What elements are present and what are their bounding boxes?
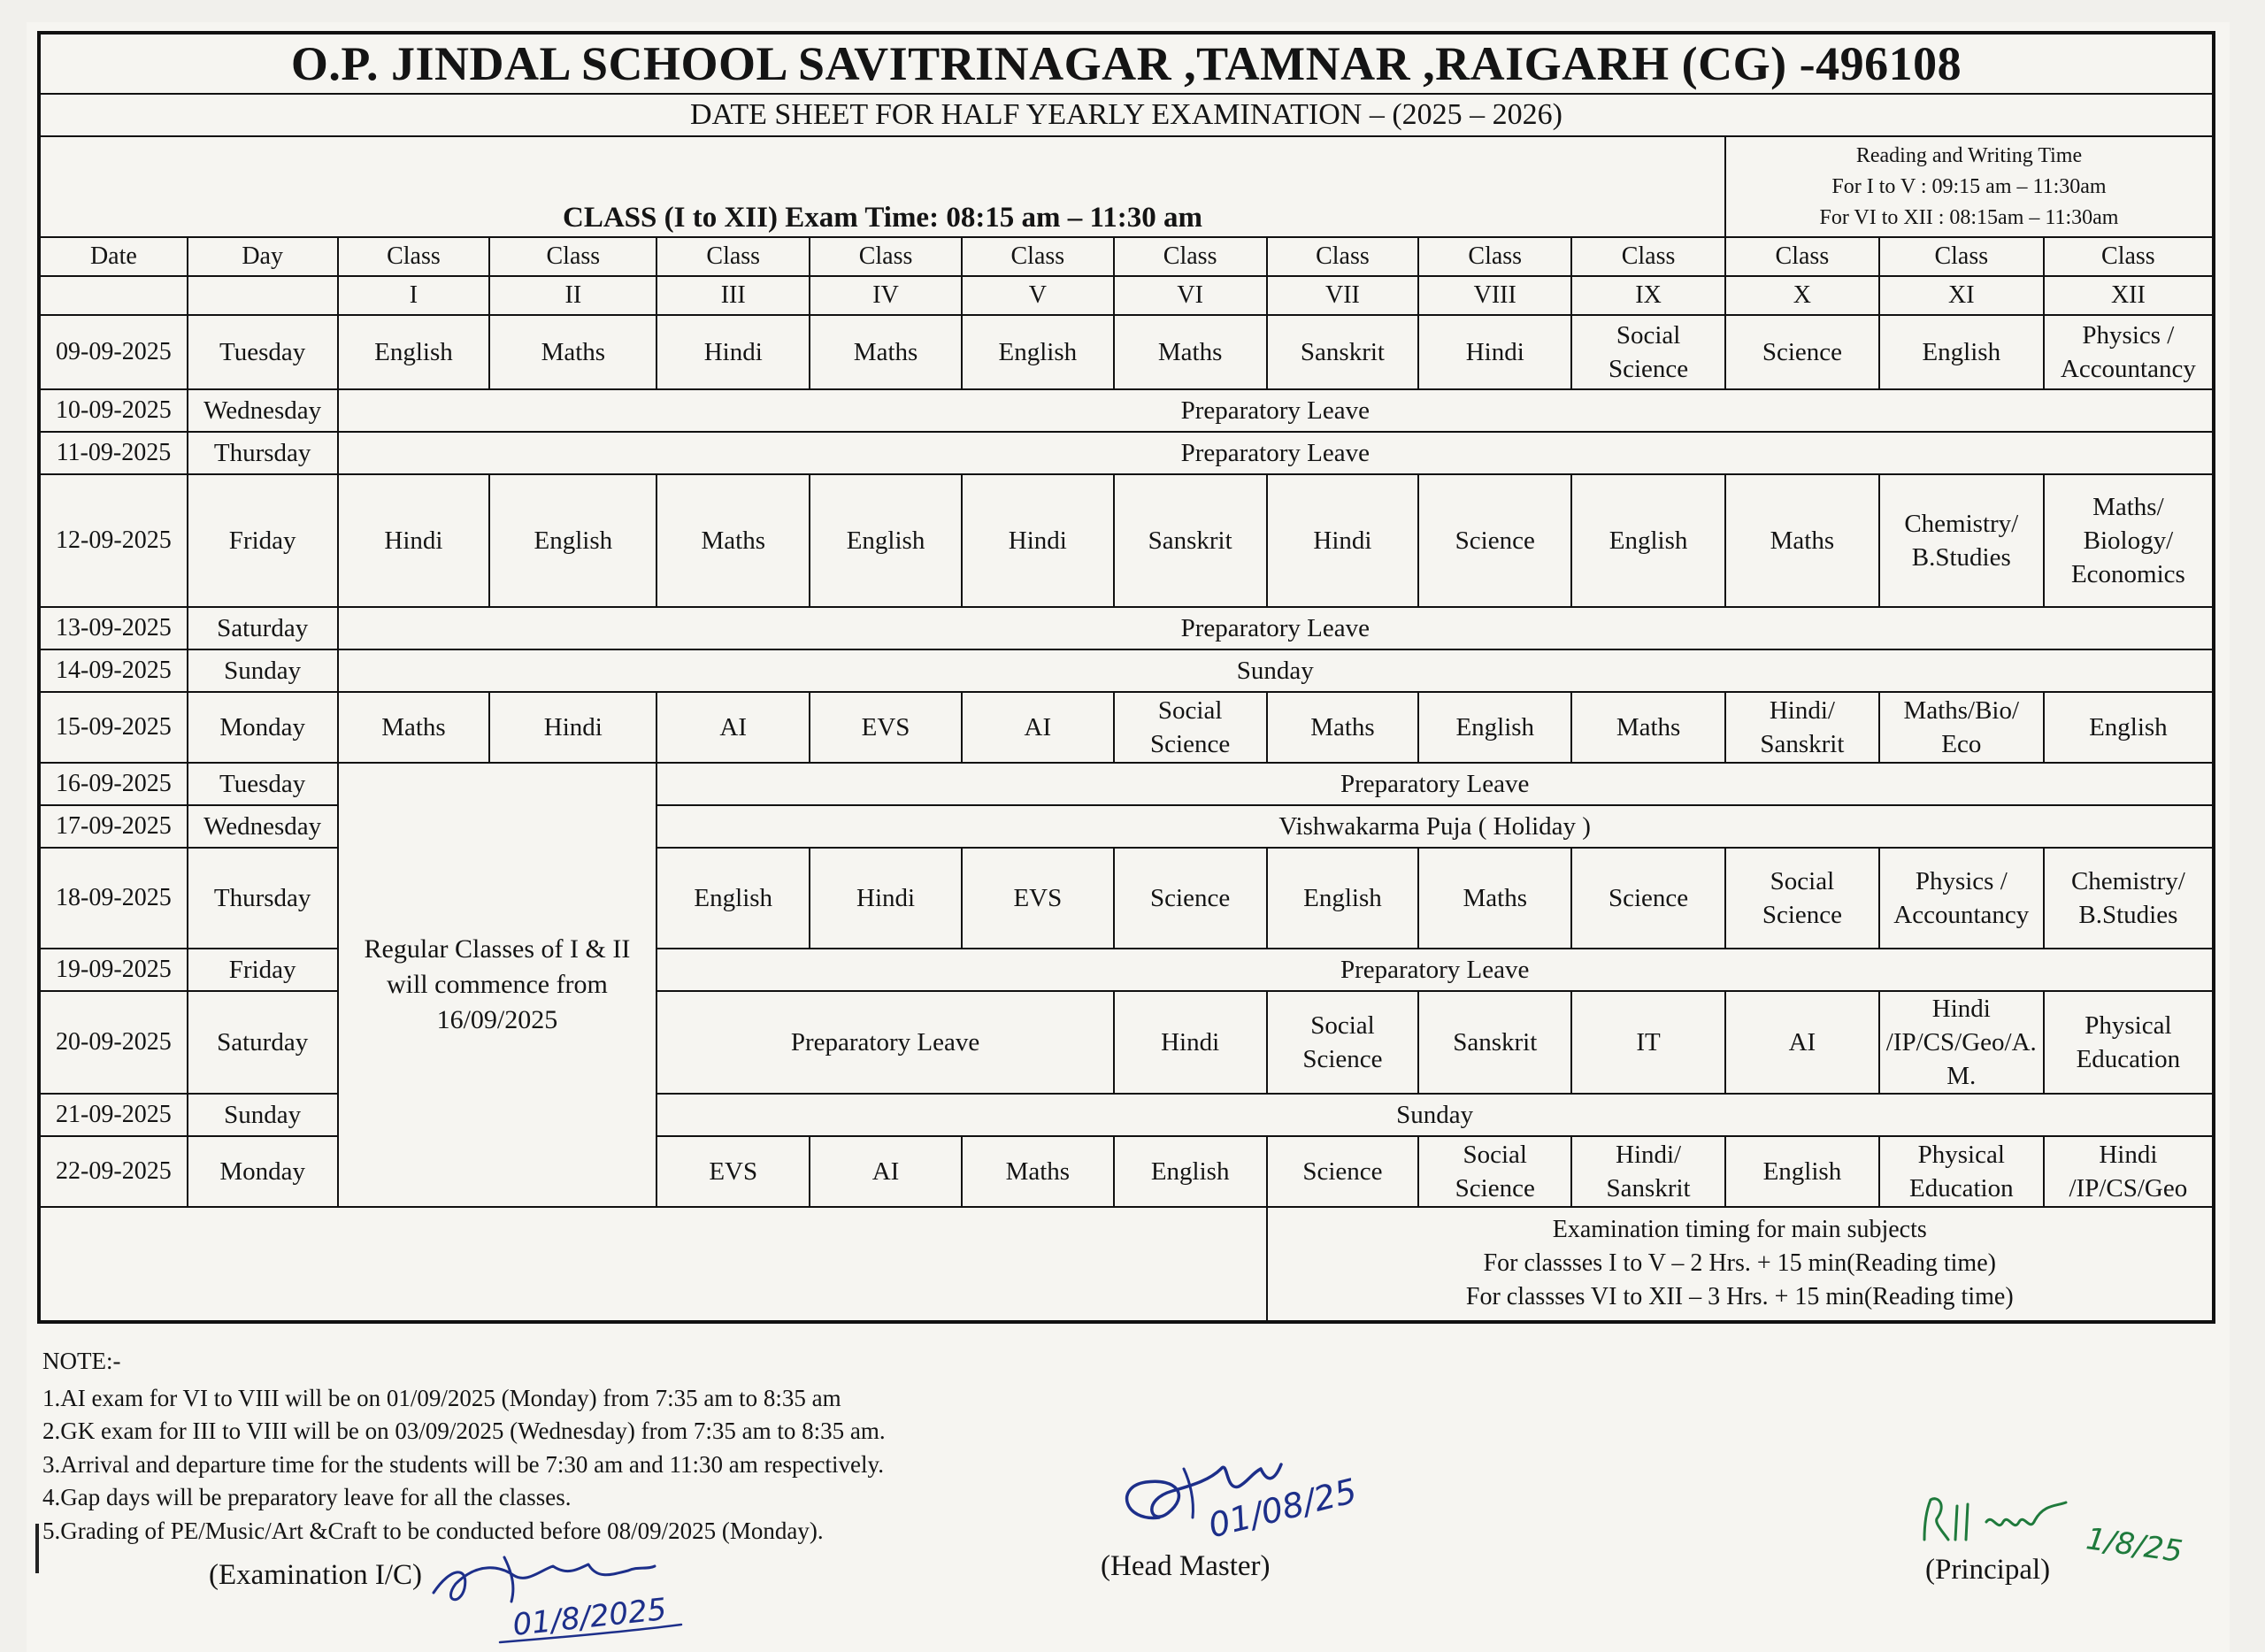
- note-item: 5.Grading of PE/Music/Art &Craft to be conducted before 08/09/2025 (Monday).: [42, 1517, 824, 1544]
- column-header-class: Class: [338, 237, 490, 276]
- subject-cell: Hindi: [962, 474, 1114, 607]
- subject-cell: EVS: [810, 692, 962, 763]
- subject-cell: Physics / Accountancy: [2044, 315, 2214, 389]
- column-header-date: Date: [39, 237, 188, 276]
- subject-cell: English: [810, 474, 962, 607]
- subject-cell: Maths: [1114, 315, 1267, 389]
- preparatory-leave-note: Preparatory Leave: [338, 432, 2214, 474]
- subject-cell: Hindi: [1267, 474, 1419, 607]
- column-header-class-numeral: I: [338, 276, 490, 315]
- notes-heading: NOTE:-: [42, 1348, 121, 1374]
- column-header-class-numeral: IV: [810, 276, 962, 315]
- preparatory-leave-note: Preparatory Leave: [656, 949, 2214, 991]
- subject-cell: Social Science: [1725, 848, 1879, 949]
- subject-cell: English: [962, 315, 1114, 389]
- subject-cell: Maths: [810, 315, 962, 389]
- head-master-signature: [1106, 1433, 1371, 1566]
- date-cell: 12-09-2025: [39, 474, 188, 607]
- day-cell: Sunday: [188, 1094, 338, 1136]
- table-row: [39, 607, 2214, 649]
- subject-cell: EVS: [962, 848, 1114, 949]
- note-item: 2.GK exam for III to VIII will be on 03/09/2025 (Wednesday) from 7:35 am to 8:35 am.: [42, 1418, 886, 1444]
- column-header-class-numeral: III: [656, 276, 810, 315]
- subject-cell: Sanskrit: [1418, 991, 1571, 1094]
- head-master-label: (Head Master): [1101, 1550, 1271, 1582]
- subject-cell: English: [2044, 692, 2214, 763]
- table-row: [39, 649, 2214, 692]
- sunday-note: Sunday: [338, 649, 2214, 692]
- reading-writing-line2: For VI to XII : 08:15am – 11:30am: [1819, 205, 2119, 229]
- column-header-class: Class: [810, 237, 962, 276]
- day-cell: Saturday: [188, 607, 338, 649]
- timing-line1: For classses I to V – 2 Hrs. + 15 min(Reading time): [1483, 1249, 1996, 1277]
- footer-blank: [39, 1207, 1267, 1322]
- day-cell: Thursday: [188, 432, 338, 474]
- subject-cell: Science: [1418, 474, 1571, 607]
- column-header-class: Class: [656, 237, 810, 276]
- subject-cell: Social Science: [1114, 692, 1267, 763]
- exam-ic-label: (Examination I/C): [209, 1559, 423, 1591]
- day-cell: Monday: [188, 1136, 338, 1207]
- subject-cell: English: [1571, 474, 1725, 607]
- head-master-date: 01/08/25: [1204, 1471, 1361, 1546]
- column-header-class-numeral: IX: [1571, 276, 1725, 315]
- subject-cell: Physical Education: [1879, 1136, 2044, 1207]
- preparatory-leave-note: Preparatory Leave: [338, 389, 2214, 432]
- subject-cell: Maths: [338, 692, 490, 763]
- subject-cell: Physical Education: [2044, 991, 2214, 1094]
- subject-cell: Hindi: [1418, 315, 1571, 389]
- date-cell: 11-09-2025: [39, 432, 188, 474]
- subject-cell: Social Science: [1418, 1136, 1571, 1207]
- table-row-footer: [39, 1207, 2214, 1322]
- column-header-class: Class: [1571, 237, 1725, 276]
- note-item: 1.AI exam for VI to VIII will be on 01/09/2025 (Monday) from 7:35 am to 8:35 am: [42, 1384, 841, 1411]
- column-header-class-numeral: X: [1725, 276, 1879, 315]
- regular-classes-note: Regular Classes of I & II will commence from 16/09/2025: [338, 763, 657, 1207]
- column-header-class: Class: [962, 237, 1114, 276]
- subject-cell: Social Science: [1571, 315, 1725, 389]
- subject-cell: English: [1267, 848, 1419, 949]
- day-cell: Monday: [188, 692, 338, 763]
- column-header-day-blank: [188, 276, 338, 315]
- subject-cell: AI: [1725, 991, 1879, 1094]
- subject-cell: Maths: [656, 474, 810, 607]
- day-cell: Thursday: [188, 848, 338, 949]
- subject-cell: IT: [1571, 991, 1725, 1094]
- column-header-class-numeral: V: [962, 276, 1114, 315]
- date-sheet-table: [37, 31, 2215, 1324]
- subject-cell: AI: [962, 692, 1114, 763]
- subject-cell: English: [1114, 1136, 1267, 1207]
- table-row: [39, 389, 2214, 432]
- subject-cell: Hindi/ Sanskrit: [1725, 692, 1879, 763]
- column-header-class-numeral: VIII: [1418, 276, 1571, 315]
- day-cell: Saturday: [188, 991, 338, 1094]
- subject-cell: Maths: [1418, 848, 1571, 949]
- column-header-class: Class: [1267, 237, 1419, 276]
- date-cell: 14-09-2025: [39, 649, 188, 692]
- column-header-date-blank: [39, 276, 188, 315]
- subject-cell: English: [1879, 315, 2044, 389]
- day-cell: Friday: [188, 949, 338, 991]
- date-cell: 10-09-2025: [39, 389, 188, 432]
- subject-cell: Sanskrit: [1114, 474, 1267, 607]
- date-cell: 19-09-2025: [39, 949, 188, 991]
- subject-cell: Hindi: [810, 848, 962, 949]
- date-cell: 17-09-2025: [39, 805, 188, 848]
- column-header-class: Class: [1725, 237, 1879, 276]
- subject-cell: Maths: [489, 315, 656, 389]
- column-header-class: Class: [489, 237, 656, 276]
- exam-ic-signature: [416, 1540, 708, 1646]
- subject-cell: Hindi /IP/CS/Geo: [2044, 1136, 2214, 1207]
- school-title: O.P. JINDAL SCHOOL SAVITRINAGAR ,TAMNAR ,RAIGARH (CG) -496108: [39, 33, 2214, 94]
- subject-cell: English: [489, 474, 656, 607]
- timing-line2: For classses VI to XII – 3 Hrs. + 15 min(Reading time): [1465, 1283, 2014, 1310]
- note-item: 4.Gap days will be preparatory leave for all the classes.: [42, 1484, 572, 1510]
- subject-cell: Hindi /IP/CS/Geo/A. M.: [1879, 991, 2044, 1094]
- sheet-subtitle: DATE SHEET FOR HALF YEARLY EXAMINATION – (2025 – 2026): [39, 94, 2214, 136]
- principal-signature: [1911, 1469, 2212, 1575]
- holiday-note: Vishwakarma Puja ( Holiday ): [656, 805, 2214, 848]
- date-cell: 21-09-2025: [39, 1094, 188, 1136]
- subject-cell: Chemistry/ B.Studies: [1879, 474, 2044, 607]
- day-cell: Tuesday: [188, 315, 338, 389]
- date-cell: 22-09-2025: [39, 1136, 188, 1207]
- date-cell: 09-09-2025: [39, 315, 188, 389]
- subject-cell: Physics / Accountancy: [1879, 848, 2044, 949]
- principal-label: (Principal): [1925, 1554, 2051, 1586]
- column-header-class-numeral: VII: [1267, 276, 1419, 315]
- column-header-class: Class: [1879, 237, 2044, 276]
- column-header-class: Class: [1418, 237, 1571, 276]
- subject-cell: English: [1725, 1136, 1879, 1207]
- date-cell: 13-09-2025: [39, 607, 188, 649]
- preparatory-leave-note: Preparatory Leave: [338, 607, 2214, 649]
- table-row: [39, 763, 2214, 805]
- subject-cell: Maths/Bio/ Eco: [1879, 692, 2044, 763]
- subject-cell: English: [1418, 692, 1571, 763]
- exam-time: CLASS (I to XII) Exam Time: 08:15 am – 11:30 am: [39, 136, 1725, 237]
- subject-cell: Hindi: [656, 315, 810, 389]
- exam-timing-note: [1267, 1207, 2214, 1322]
- subject-cell: Sanskrit: [1267, 315, 1419, 389]
- subject-cell: Maths/ Biology/ Economics: [2044, 474, 2214, 607]
- exam-ic-date: 01/8/2025: [511, 1591, 669, 1643]
- notes-section: [42, 1345, 1086, 1548]
- subject-cell: English: [338, 315, 490, 389]
- header-row-class: [39, 237, 2214, 276]
- column-header-class-numeral: XII: [2044, 276, 2214, 315]
- date-cell: 18-09-2025: [39, 848, 188, 949]
- date-cell: 16-09-2025: [39, 763, 188, 805]
- reading-writing-time: [1725, 136, 2214, 237]
- reading-writing-line1: For I to V : 09:15 am – 11:30am: [1831, 174, 2107, 198]
- subject-cell: Chemistry/ B.Studies: [2044, 848, 2214, 949]
- subject-cell: English: [656, 848, 810, 949]
- date-cell: 20-09-2025: [39, 991, 188, 1094]
- column-header-class: Class: [2044, 237, 2214, 276]
- table-row: [39, 692, 2214, 763]
- subject-cell: Maths: [962, 1136, 1114, 1207]
- column-header-day: Day: [188, 237, 338, 276]
- column-header-class-numeral: VI: [1114, 276, 1267, 315]
- subject-cell: EVS: [656, 1136, 810, 1207]
- day-cell: Wednesday: [188, 389, 338, 432]
- preparatory-leave-note: Preparatory Leave: [656, 991, 1113, 1094]
- subject-cell: Hindi/ Sanskrit: [1571, 1136, 1725, 1207]
- header-row-numerals: [39, 276, 2214, 315]
- margin-mark: [35, 1524, 39, 1573]
- day-cell: Friday: [188, 474, 338, 607]
- subject-cell: AI: [656, 692, 810, 763]
- table-row: [39, 315, 2214, 389]
- subject-cell: Maths: [1267, 692, 1419, 763]
- column-header-class-numeral: II: [489, 276, 656, 315]
- timing-title: Examination timing for main subjects: [1552, 1216, 1927, 1243]
- date-cell: 15-09-2025: [39, 692, 188, 763]
- subject-cell: Science: [1571, 848, 1725, 949]
- preparatory-leave-note: Preparatory Leave: [656, 763, 2214, 805]
- column-header-class: Class: [1114, 237, 1267, 276]
- subject-cell: Science: [1114, 848, 1267, 949]
- subject-cell: Science: [1725, 315, 1879, 389]
- note-item: 3.Arrival and departure time for the students will be 7:30 am and 11:30 am respectively.: [42, 1450, 884, 1478]
- subject-cell: AI: [810, 1136, 962, 1207]
- subject-cell: Social Science: [1267, 991, 1419, 1094]
- sunday-note: Sunday: [656, 1094, 2214, 1136]
- table-row: [39, 432, 2214, 474]
- subject-cell: Hindi: [1114, 991, 1267, 1094]
- day-cell: Wednesday: [188, 805, 338, 848]
- subject-cell: Science: [1267, 1136, 1419, 1207]
- subject-cell: Maths: [1725, 474, 1879, 607]
- subject-cell: Hindi: [489, 692, 656, 763]
- day-cell: Sunday: [188, 649, 338, 692]
- day-cell: Tuesday: [188, 763, 338, 805]
- subject-cell: Hindi: [338, 474, 490, 607]
- table-row: [39, 474, 2214, 607]
- column-header-class-numeral: XI: [1879, 276, 2044, 315]
- reading-writing-title: Reading and Writing Time: [1855, 143, 2083, 167]
- subject-cell: Maths: [1571, 692, 1725, 763]
- principal-date: 1/8/25: [2084, 1521, 2185, 1571]
